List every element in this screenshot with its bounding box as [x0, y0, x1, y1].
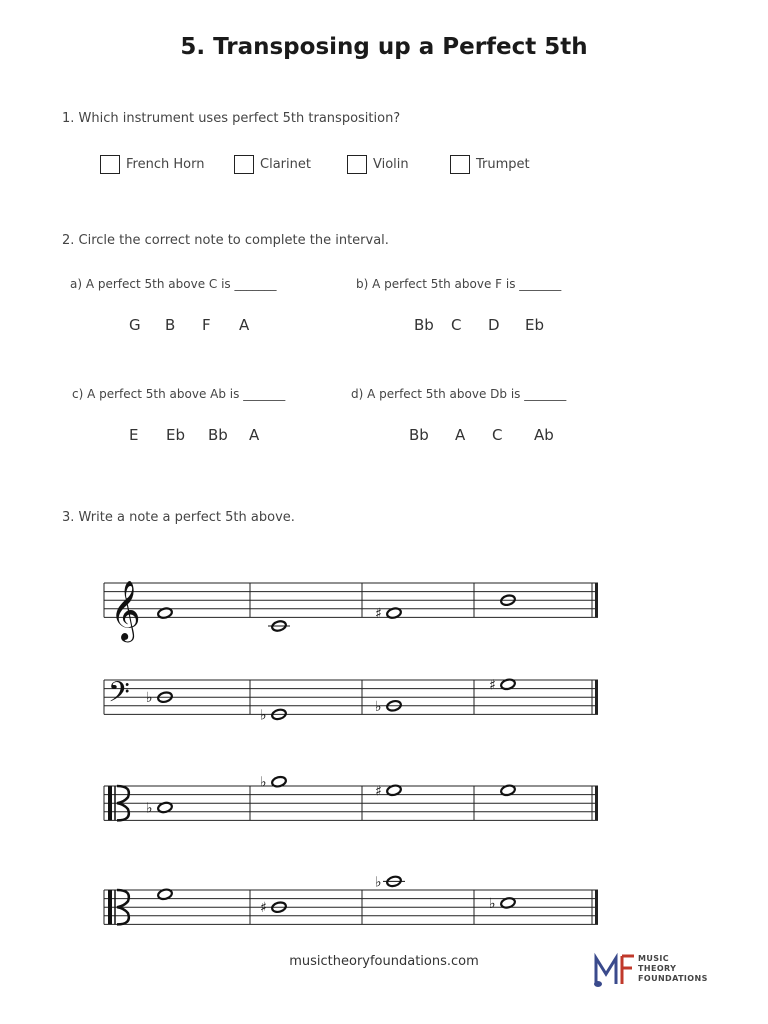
item-b-label: b) A perfect 5th above F is _______: [356, 277, 562, 291]
choice[interactable]: A: [239, 316, 250, 334]
choice[interactable]: Eb: [166, 426, 185, 444]
mtf-logo-icon: [592, 950, 636, 988]
choice[interactable]: A: [455, 426, 466, 444]
choice[interactable]: C: [492, 426, 503, 444]
option-label: Clarinet: [260, 157, 311, 172]
item-c-label: c) A perfect 5th above Ab is _______: [72, 387, 286, 401]
item-a-label: a) A perfect 5th above C is _______: [70, 277, 277, 291]
flat-accidental: ♭: [260, 707, 267, 724]
choice[interactable]: Bb: [208, 426, 228, 444]
logo-line: MUSIC: [638, 954, 670, 963]
choice[interactable]: Bb: [409, 426, 429, 444]
choice[interactable]: F: [202, 316, 211, 334]
option-label: Violin: [373, 157, 409, 172]
question-3-prompt: 3. Write a note a perfect 5th above.: [62, 510, 295, 525]
flat-accidental: ♭: [146, 800, 153, 817]
mtf-logo: [592, 950, 722, 990]
option-label: French Horn: [126, 157, 205, 172]
question-1-prompt: 1. Which instrument uses perfect 5th transposition?: [62, 111, 401, 126]
flat-accidental: ♭: [260, 774, 267, 791]
item-d-label: d) A perfect 5th above Db is _______: [351, 387, 567, 401]
flat-accidental: ♭: [375, 874, 382, 891]
flat-accidental: ♭: [375, 698, 382, 715]
sharp-accidental: ♯: [489, 677, 496, 694]
sharp-accidental: ♯: [375, 783, 382, 800]
alto-clef-bar: [108, 890, 112, 924]
choice[interactable]: Bb: [414, 316, 434, 334]
option-label: Trumpet: [476, 157, 530, 172]
sharp-accidental: ♯: [260, 900, 267, 917]
footer-url[interactable]: musictheoryfoundations.com: [289, 954, 479, 969]
question-2-prompt: 2. Circle the correct note to complete the interval.: [62, 233, 389, 248]
logo-line: FOUNDATIONS: [638, 974, 708, 983]
flat-accidental: ♭: [489, 895, 496, 912]
choice[interactable]: D: [488, 316, 500, 334]
treble-clef: 𝄞: [110, 580, 141, 641]
alto-clef-bar: [108, 786, 112, 820]
page-title: 5. Transposing up a Perfect 5th: [180, 34, 588, 60]
choice[interactable]: G: [129, 316, 141, 334]
choice[interactable]: Eb: [525, 316, 544, 334]
choice[interactable]: Ab: [534, 426, 554, 444]
choice[interactable]: A: [249, 426, 260, 444]
choice[interactable]: C: [451, 316, 462, 334]
bass-clef: 𝄢: [108, 675, 130, 716]
flat-accidental: ♭: [146, 690, 153, 707]
logo-line: THEORY: [638, 964, 677, 973]
choice[interactable]: B: [165, 316, 176, 334]
choice[interactable]: E: [129, 426, 139, 444]
sharp-accidental: ♯: [375, 606, 382, 623]
